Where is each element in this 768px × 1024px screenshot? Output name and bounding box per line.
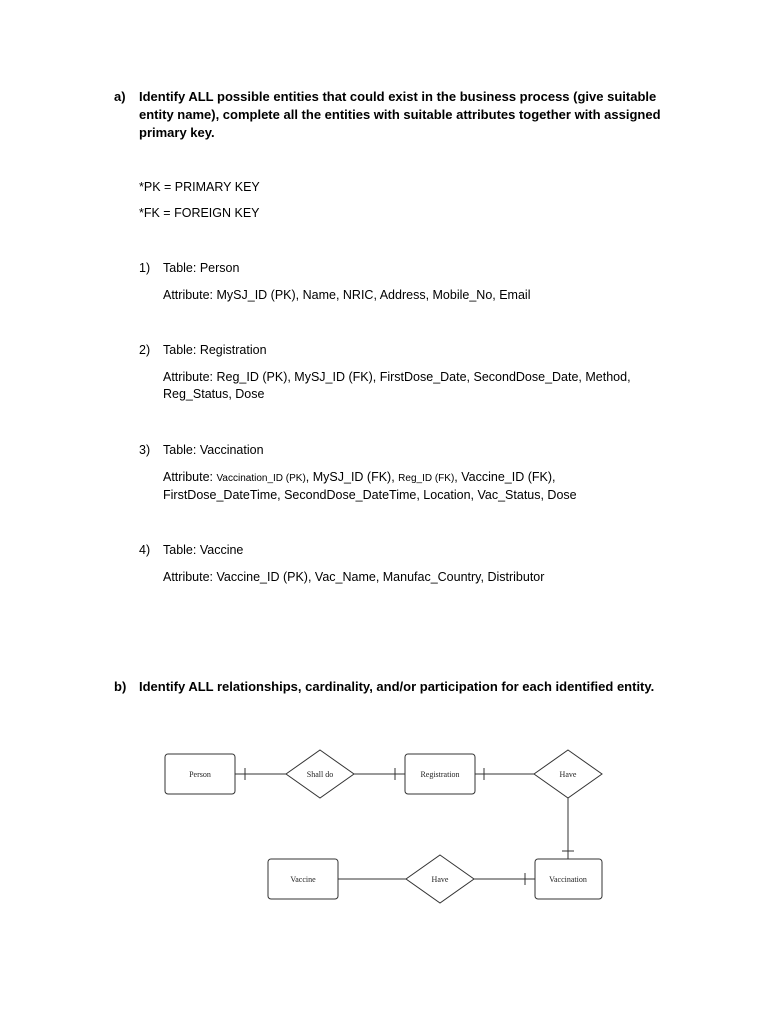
question-a-label: a) <box>114 89 126 104</box>
table-title: Table: Vaccination <box>163 443 264 457</box>
relationship-have: Have <box>559 770 577 779</box>
table-title: Table: Person <box>163 261 240 275</box>
table-title: Table: Vaccine <box>163 543 244 557</box>
table-number: 4) <box>139 543 151 557</box>
table-person-attributes: Attribute: MySJ_ID (PK), Name, NRIC, Address, Mobile_No, Email <box>163 288 531 302</box>
entity-vaccination: Vaccination <box>549 875 587 884</box>
legend-pk: *PK = PRIMARY KEY <box>139 180 260 194</box>
legend-fk: *FK = FOREIGN KEY <box>139 206 260 220</box>
relationship-shall-do: Shall do <box>306 770 334 779</box>
table-vaccine-attributes: Attribute: Vaccine_ID (PK), Vac_Name, Manufac_Country, Distributor <box>163 570 545 584</box>
attr-reg-id: Reg_ID (FK) <box>398 473 455 484</box>
table-vaccination-attributes <box>163 469 663 504</box>
entity-registration: Registration <box>420 770 460 779</box>
question-a <box>114 88 669 142</box>
table-number: 2) <box>139 343 151 357</box>
attr-mysj-id: , MySJ_ID (FK), <box>305 470 399 484</box>
table-title: Table: Registration <box>163 343 267 357</box>
attr-prefix: Attribute: <box>163 470 217 484</box>
table-vaccine-heading <box>139 541 243 559</box>
table-person-heading <box>139 259 239 277</box>
table-registration-heading <box>139 341 267 359</box>
relationship-have-2: Have <box>431 875 449 884</box>
question-b-label: b) <box>114 679 127 694</box>
question-b-text: Identify ALL relationships, cardinality, and/or participation for each identified entity. <box>139 679 655 694</box>
table-registration-attributes: Attribute: Reg_ID (PK), MySJ_ID (FK), FirstDose_Date, SecondDose_Date, Method, Reg_Status, Dose <box>163 370 631 401</box>
attr-rest: , Vaccine_ID (FK), FirstDose_DateTime, SecondDose_DateTime, Location, Vac_Status, Dose <box>163 470 577 502</box>
entity-vaccine: Vaccine <box>290 875 316 884</box>
question-a-text: Identify ALL possible entities that could exist in the business process (give suitable entity name), complete all the entities with suitable attributes together with assigned primary key. <box>139 89 661 140</box>
question-b <box>114 678 669 696</box>
table-number: 1) <box>139 261 151 275</box>
table-vaccination-heading <box>139 441 264 459</box>
attr-vaccination-id: Vaccination_ID (PK) <box>216 473 306 484</box>
table-number: 3) <box>139 443 151 457</box>
er-diagram <box>150 740 630 920</box>
entity-person: Person <box>189 770 211 779</box>
